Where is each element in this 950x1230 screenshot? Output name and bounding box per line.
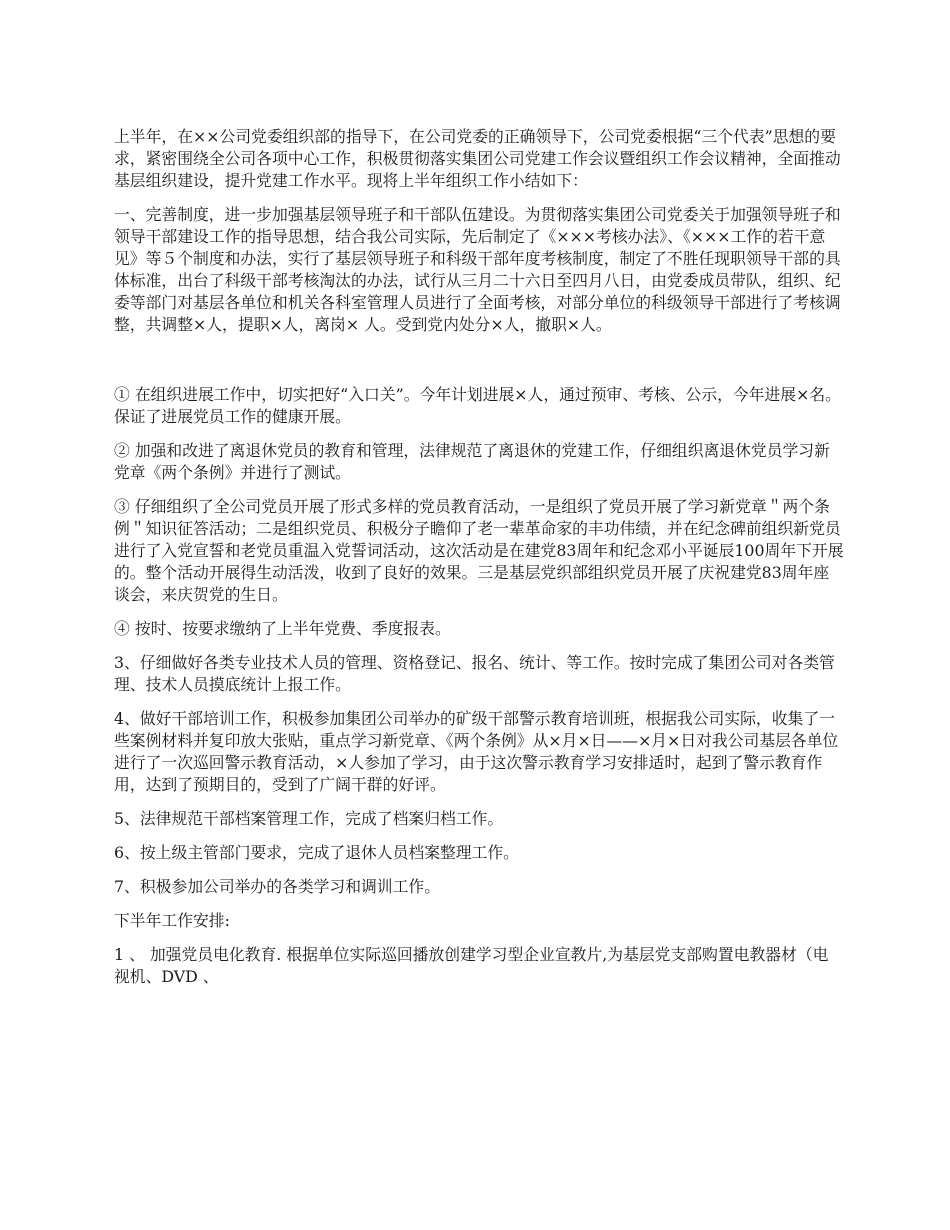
- document-body: [114, 126, 844, 1000]
- intro-paragraph: 上半年，在××公司党委组织部的指导下，在公司党委的正确领导下，公司党委根据“三个代表”思想的要求，紧密围绕全公司各项中心工作，积极贯彻落实集团公司党建工作会议暨组织工作会议精神，全面推动基层组织建设，提升党建工作水平。现将上半年组织工作小结如下：: [114, 127, 841, 190]
- section-4-paragraph: 4、做好干部培训工作，积极参加集团公司举办的矿级干部警示教育培训班，根据我公司实际，收集了一些案例材料并复印放大张贴，重点学习新党章、《两个条例》从×月×日——×月×日对我公司基层各单位进行了一次巡回警示教育活动，×人参加了学习，由于这次警示教育学习安排适时，起到了警示教育作用，达到了预期目的，受到了广阔干群的好评。: [114, 709, 839, 794]
- section-6-paragraph: 6、按上级主管部门要求，完成了退休人员档案整理工作。: [114, 843, 519, 862]
- item-2-paragraph: ② 加强和改进了离退休党员的教育和管理，法律规范了离退休的党建工作，仔细组织离退休党员学习新党章《两个条例》并进行了测试。: [114, 441, 830, 482]
- item-4-paragraph: ④ 按时、按要求缴纳了上半年党费、季度报表。: [114, 619, 451, 638]
- section-7-paragraph: 7、积极参加公司举办的各类学习和调训工作。: [114, 877, 440, 896]
- item-1-paragraph: ① 在组织进展工作中，切实把好“入口关”。今年计划进展×人，通过预审、考核、公示，今年进展×名。保证了进展党员工作的健康开展。: [114, 385, 841, 426]
- section-1-paragraph: 一、完善制度，进一步加强基层领导班子和干部队伍建设。为贯彻落实集团公司党委关于加强领导班子和领导干部建设工作的指导思想，结合我公司实际，先后制定了《×××考核办法》、《×××工作的若干意见》等５个制度和办法，实行了基层领导班子和科级干部年度考核制度，制定了不胜任现职领导干部的具体标准，出台了科级干部考核淘汰的办法，试行从三月二十六日至四月八日，由党委成员带队，组织、纪委等部门对基层各单位和机关各科室管理人员进行了全面考核，对部分单位的科级领导干部进行了考核调整，共调整×人，提职×人，离岗× 人。受到党内处分×人，撤职×人。: [114, 205, 841, 334]
- plan-item-1-paragraph: 1 、 加强党员电化教育. 根据单位实际巡回播放创建学习型企业宣教片,为基层党支部购置电教器材（电视机、DVD 、: [114, 945, 829, 986]
- plan-heading: 下半年工作安排:: [114, 911, 230, 930]
- section-3-paragraph: 3、仔细做好各类专业技术人员的管理、资格登记、报名、统计、等工作。按时完成了集团公司对各类管理、技术人员摸底统计上报工作。: [114, 653, 835, 694]
- section-5-paragraph: 5、法律规范干部档案管理工作，完成了档案归档工作。: [114, 809, 504, 828]
- item-3-paragraph: ③ 仔细组织了全公司党员开展了形式多样的党员教育活动，一是组织了党员开展了学习新党章＂两个条例＂知识征答活动；二是组织党员、积极分子瞻仰了老一辈革命家的丰功伟绩，并在纪念碑前组织新党员进行了入党宣誓和老党员重温入党誓词活动，这次活动是在建党83周年和纪念邓小平诞辰100周年下开展的。整个活动开展得生动活泼，收到了良好的效果。三是基层党织部组织党员开展了庆祝建党83周年座谈会，来庆贺党的生日。: [114, 497, 844, 604]
- paragraph-gap: [114, 348, 844, 384]
